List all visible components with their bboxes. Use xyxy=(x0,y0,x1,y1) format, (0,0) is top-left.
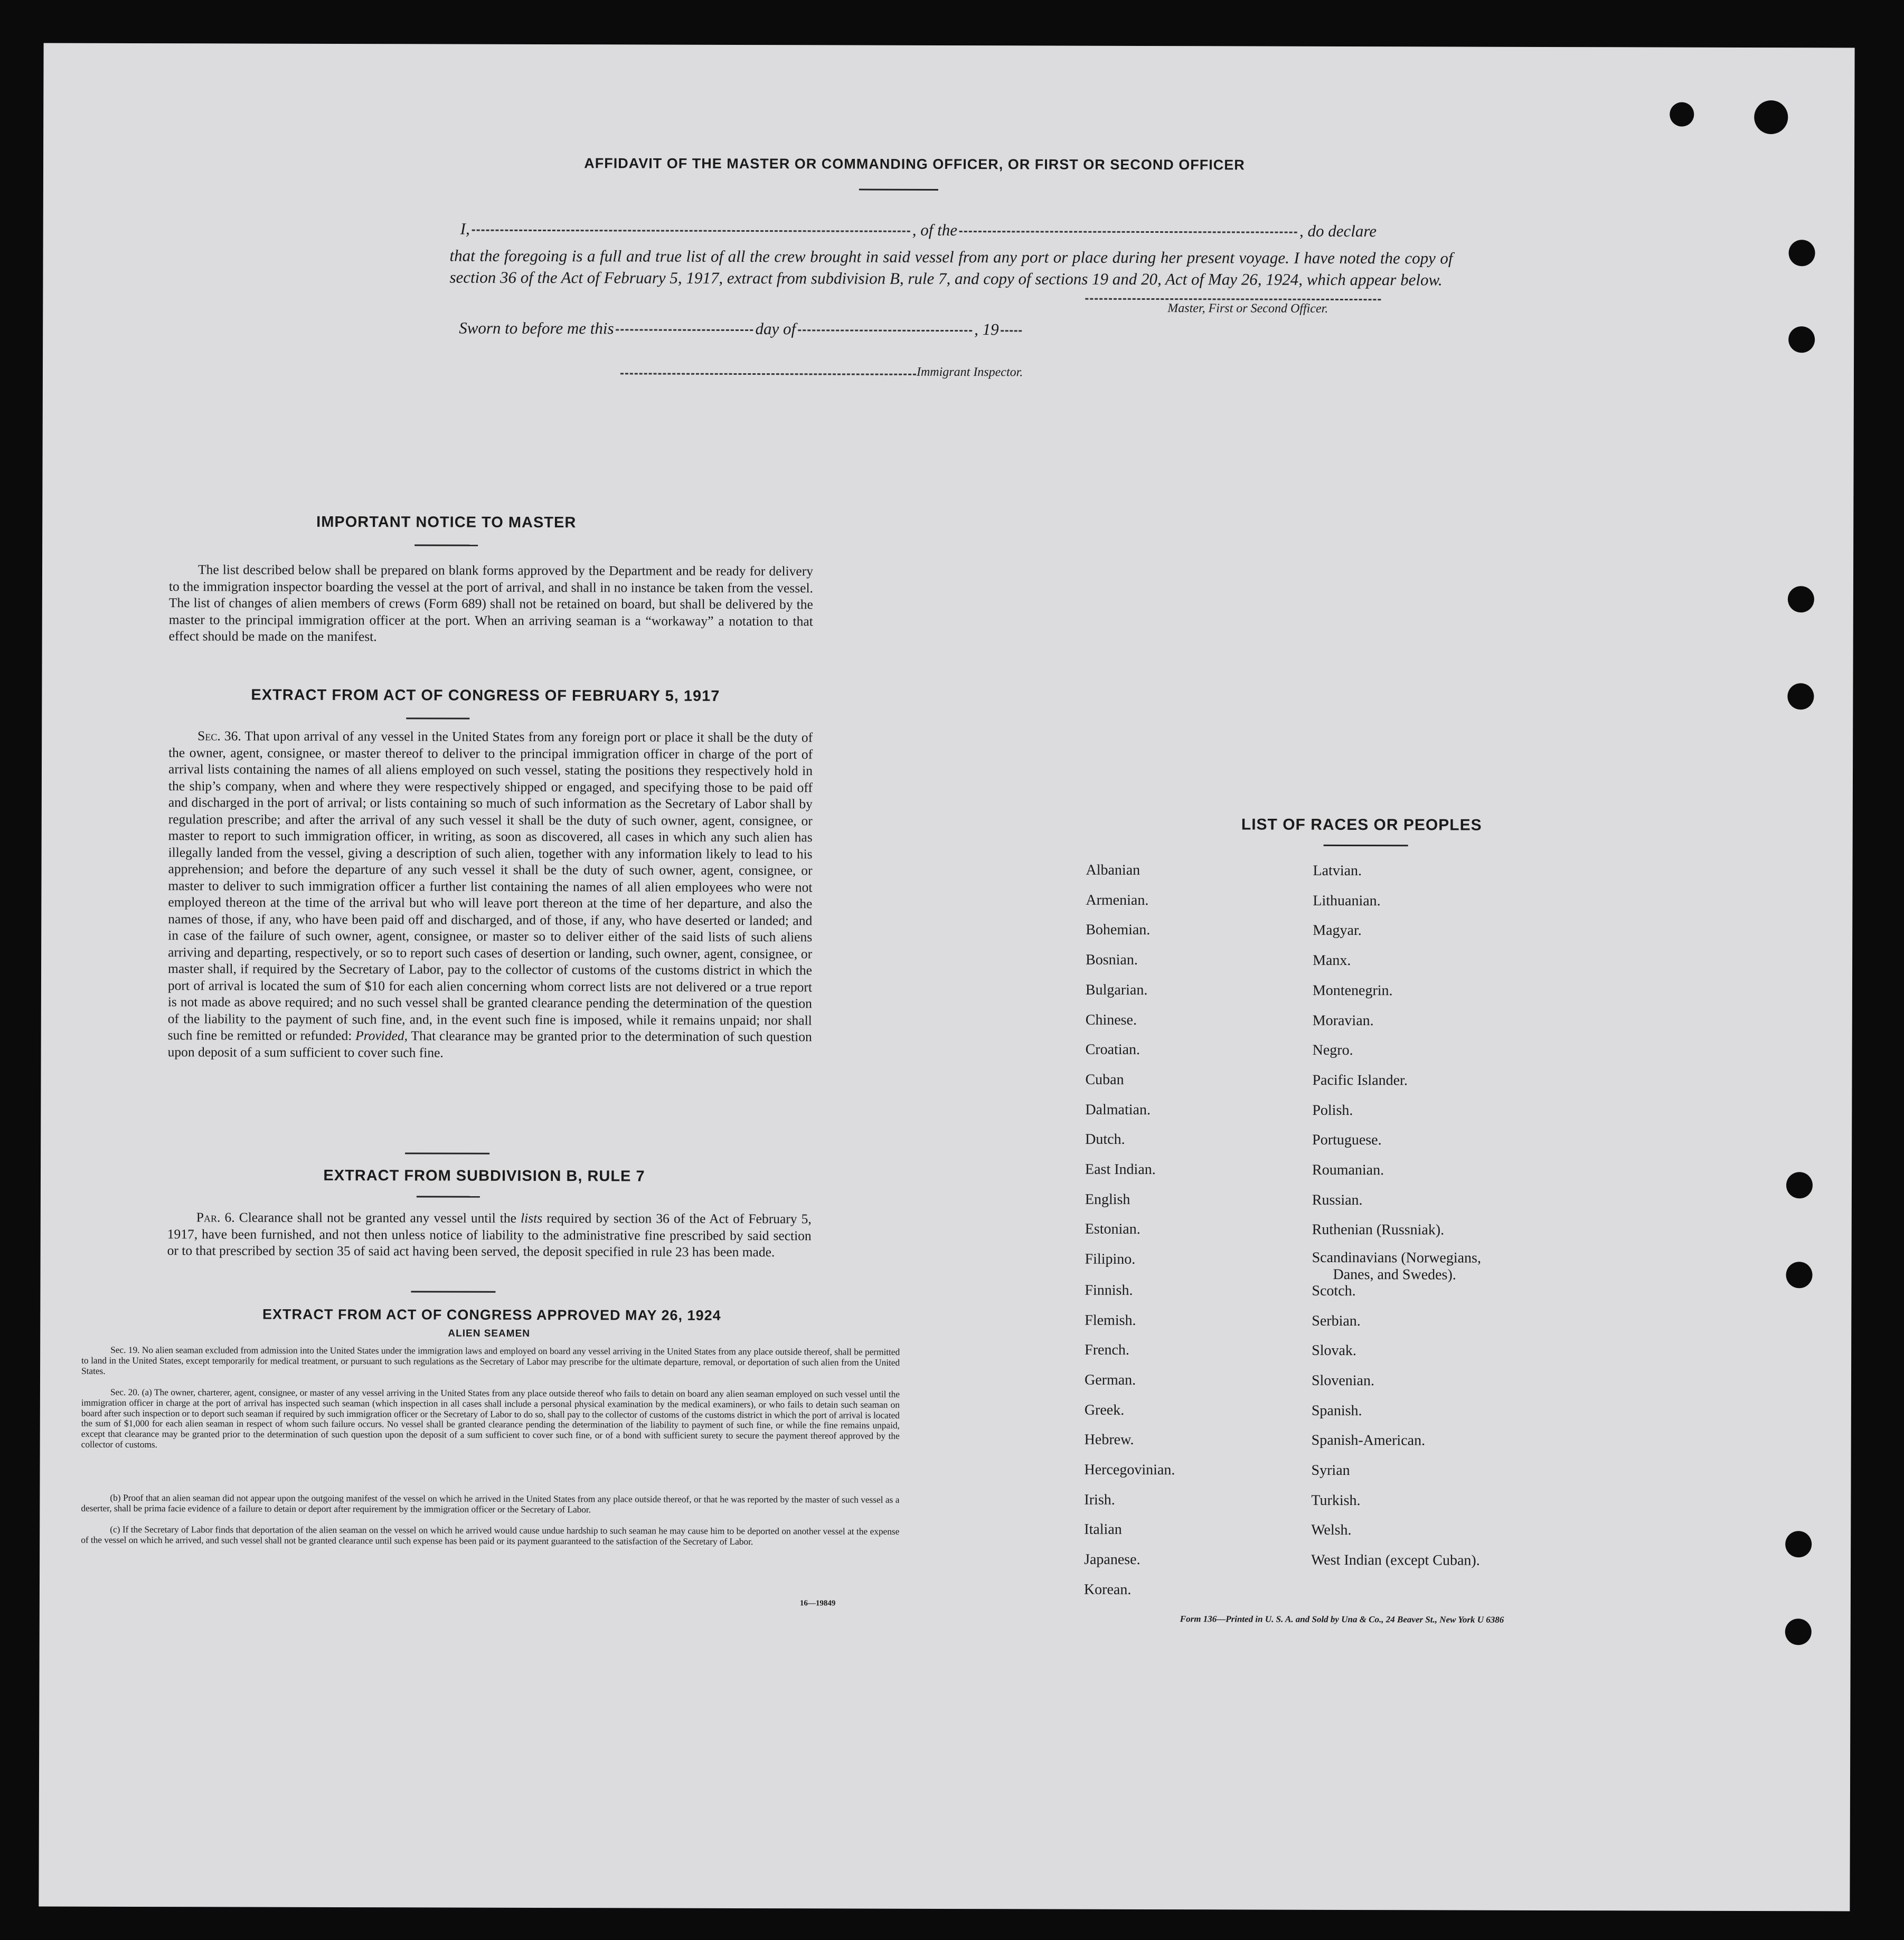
section-divider xyxy=(411,1291,495,1292)
race-item: Magyar. xyxy=(1313,922,1362,939)
lists-word: lists xyxy=(521,1210,543,1226)
punch-hole xyxy=(1670,102,1694,127)
race-item: Latvian. xyxy=(1313,862,1362,879)
rule7-title: EXTRACT FROM SUBDIVISION B, RULE 7 xyxy=(323,1167,645,1185)
sworn-date-blank xyxy=(616,329,753,332)
race-item: Estonian. xyxy=(1085,1221,1140,1238)
par-6-label: Par. 6. xyxy=(196,1209,235,1225)
race-item: Syrian xyxy=(1311,1462,1350,1479)
par-6-text-a: Clearance shall not be granted any vessel until the xyxy=(239,1209,516,1226)
race-item: German. xyxy=(1084,1371,1136,1388)
races-title: LIST OF RACES OR PEOPLES xyxy=(1241,816,1482,834)
race-item: Spanish-American. xyxy=(1311,1432,1426,1449)
punch-hole xyxy=(1786,1262,1812,1288)
race-item: Hebrew. xyxy=(1084,1431,1134,1449)
race-item: Scotch. xyxy=(1312,1282,1356,1299)
race-item: Flemish. xyxy=(1085,1312,1136,1329)
act-1924-title: EXTRACT FROM ACT OF CONGRESS APPROVED MAY 26, 1924 xyxy=(262,1306,721,1323)
inspector-signature-blank xyxy=(620,373,916,375)
vessel-name-blank xyxy=(959,231,1297,233)
sec-20c-text: (c) If the Secretary of Labor finds that deportation of the alien seaman on the vessel on which he arrived would cause undue hardship to such seaman he may cause him to be deported on another vessel at the expense of the vessel on which he arrived, and such vessel shall not be granted clearance until such expense has been paid or its payment guaranteed to the satisfaction of the Secretary of Labor. xyxy=(81,1523,900,1547)
rule7-body xyxy=(167,1209,812,1261)
punch-hole xyxy=(1789,240,1815,266)
race-item: Russian. xyxy=(1312,1191,1363,1208)
title-rule xyxy=(859,189,938,191)
race-item: Pacific Islander. xyxy=(1312,1072,1408,1089)
document-page xyxy=(39,43,1854,1911)
of-the-label: , of the xyxy=(912,220,958,240)
extract-1917-rule xyxy=(406,717,469,719)
sec-36-text: That upon arrival of any vessel in the United States from any foreign port or place it shall be the duty of the owner, agent, consignee, or master thereof to deliver to the principal immigration officer in charge of the port of arrival lists containing the names of all aliens employed on such vessel, stating the positions they respectively hold in the ship’s company, when and where they were respectively shipped or engaged, and specifying those to be paid off and discharged in the port of arrival; or lists containing so much of such information as the Secretary of Labor shall by regulation prescribe; and after the arrival of any such vessel it shall be the duty of such owner, agent, consignee, or master to report to such immigration officer, in writing, as soon as discovered, all cases in which any such alien has illegally landed from the vessel, giving a description of such alien, together with any information likely to lead to his apprehension; and before the departure of any such vessel it shall be the duty of such owner, agent, consignee, or master to deliver to such immigration officer a further list containing the names of all alien employees who were not employed thereon at the time of the arrival but who will leave port thereon at the time of her departure, and also the names of those, if any, who have been paid off and discharged, and of those, if any, who have deserted or landed; and in case of the failure of such owner, agent, consignee, or master so to deliver either of the said lists of such aliens arriving and departing, respectively, or so to report such cases of desertion or landing, such owner, agent, consignee, or master shall, if required by the Secretary of Labor, pay to the collector of customs of the customs district in which the port of arrival is located the sum of $10 for each alien concerning whom correct lists are not delivered or a true report is not made as above required; and no such vessel shall be granted clearance pending the determination of the question of the liability to the payment of such fine, and, in the event such fine is imposed, while it remains unpaid; nor shall such fine be remitted or refunded: xyxy=(167,728,813,1044)
race-item: Irish. xyxy=(1084,1491,1115,1508)
act-1924-subtitle: ALIEN SEAMEN xyxy=(448,1328,531,1339)
punch-hole xyxy=(1787,683,1814,709)
form-footer: Form 136—Printed in U. S. A. and Sold by Una & Co., 24 Beaver St., New York U 6386 xyxy=(1180,1614,1504,1625)
race-item: Polish. xyxy=(1312,1102,1353,1119)
race-item: Slovenian. xyxy=(1311,1372,1375,1389)
race-item: Slovak. xyxy=(1312,1342,1356,1359)
races-left-column xyxy=(44,43,1855,48)
par-6-text-b: required by section 36 of the Act of February 5, 1917, have been furnished, and not then unless notice of liability to the administrative fine prescribed by said section or to that prescribed by section 35 of said act having been served, the deposit specified in rule 23 has been made. xyxy=(167,1210,812,1260)
punch-hole xyxy=(1788,586,1814,612)
race-item: Scandinavians (Norwegians, xyxy=(1312,1249,1482,1266)
affidavit-declaration-line xyxy=(460,220,1377,241)
year-label: , 19 xyxy=(974,320,999,339)
race-item: English xyxy=(1085,1191,1130,1208)
race-item: Filipino. xyxy=(1085,1251,1136,1268)
form-number: 16—19849 xyxy=(799,1599,836,1608)
races-right-column xyxy=(44,43,1855,48)
sec-36-text-end: That clearance may be granted prior to the determination of such question upon deposit of a sum sufficient to cover such fine. xyxy=(167,1028,812,1061)
extract-1917-body xyxy=(168,727,813,1062)
race-item: Bulgarian. xyxy=(1085,981,1148,998)
day-of-label: day of xyxy=(755,319,796,338)
race-item: French. xyxy=(1085,1341,1129,1359)
affidavit-body: that the foregoing is a full and true list of all the crew brought in said vessel from any port or place during her present voyage. I have noted the copy of section 36 of the Act of February 5, 1917, extract from subdivision B, rule 7, and copy of sections 19 and 20, Act of May 26, 1924, which appear below. xyxy=(449,246,1453,289)
race-item: Japanese. xyxy=(1084,1551,1140,1568)
notice-rule xyxy=(414,544,478,546)
sec-36-label: Sec. 36. xyxy=(197,728,241,744)
punch-hole xyxy=(1786,1172,1813,1198)
master-caption: Master, First or Second Officer. xyxy=(1167,301,1328,316)
race-item: Croatian. xyxy=(1085,1041,1140,1058)
declarant-name-blank xyxy=(472,230,910,232)
race-item: Montenegrin. xyxy=(1312,982,1393,999)
race-item: Chinese. xyxy=(1085,1011,1137,1028)
punch-hole xyxy=(1788,326,1815,353)
race-item: Lithuanian. xyxy=(1313,892,1381,909)
race-item: Danes, and Swedes). xyxy=(1333,1266,1456,1283)
extract-1917-title: EXTRACT FROM ACT OF CONGRESS OF FEBRUARY 5, 1917 xyxy=(251,686,720,705)
race-item: Italian xyxy=(1084,1521,1122,1538)
sworn-line xyxy=(459,319,1024,339)
race-item: Albanian xyxy=(1086,862,1140,878)
notice-body: The list described below shall be prepared on blank forms approved by the Department and be ready for delivery to the immigration inspector boarding the vessel at the port of arrival, and shall in no instance be taken from the vessel. The list of changes of alien members of crews (Form 689) shall not be retained on board, but shall be delivered by the master to the principal immigration officer at the port. When an arriving seaman is a “workaway” a notation to that effect should be made on the manifest. xyxy=(168,562,814,645)
affidavit-title: AFFIDAVIT OF THE MASTER OR COMMANDING OFFICER, OR FIRST OR SECOND OFFICER xyxy=(584,155,1245,173)
race-item: Cuban xyxy=(1085,1071,1124,1088)
race-item: Roumanian. xyxy=(1312,1161,1384,1179)
provided-label: Provided, xyxy=(355,1028,408,1044)
race-item: Moravian. xyxy=(1312,1012,1374,1029)
race-item: West Indian (except Cuban). xyxy=(1311,1551,1480,1569)
sec-20a-text: Sec. 20. (a) The owner, charterer, agent, consignee, or master of any vessel arriving in the United States from any place outside thereof who fails to detain on board any alien seaman employed on such vessel until the immigration officer in charge at the port of arrival has inspected such seaman (which inspection in all cases shall include a personal physical examination by the medical examiners), or who fails to detain such seaman on board after such inspection or to deport such seaman if required by such immigration officer or the Secretary of Labor to do so, shall pay to the collector of customs of the customs district in which the port of arrival is located the sum of $1,000 for each alien seaman in respect of whom such failure occurs. No vessel shall be granted clearance pending the determination of the liability to payment of such fine, or while the fine remains unpaid, except that clearance may be granted prior to the determination of such question upon the deposit of a sum sufficient to cover such fine, or of a bond with sufficient surety to secure the payment thereof approved by the collector of customs. xyxy=(81,1386,900,1450)
declarant-prefix: I, xyxy=(460,219,470,238)
inspector-caption: Immigrant Inspector. xyxy=(916,365,1023,380)
sworn-year-blank xyxy=(1001,330,1022,332)
punch-hole xyxy=(1785,1619,1812,1645)
race-item: Manx. xyxy=(1313,952,1351,969)
race-item: Turkish. xyxy=(1311,1492,1361,1509)
race-item: Dutch. xyxy=(1085,1131,1125,1148)
race-item: Dalmatian. xyxy=(1085,1101,1151,1118)
race-item: Hercegovinian. xyxy=(1084,1461,1175,1479)
section-divider xyxy=(405,1152,489,1154)
notice-title: IMPORTANT NOTICE TO MASTER xyxy=(316,513,577,532)
race-item: Ruthenian (Russniak). xyxy=(1312,1222,1445,1238)
rule7-rule xyxy=(417,1196,480,1197)
punch-hole xyxy=(1785,1531,1812,1557)
races-rule xyxy=(1324,845,1408,846)
sec-20b-text: (b) Proof that an alien seaman did not appear upon the outgoing manifest of the vessel on which he arrived in the United States from any place outside thereof, or that he was reported by the master of such vessel as a deserter, shall be prima facie evidence of a failure to detain or deport after requirement by the immigration officer or the Secretary of Labor. xyxy=(81,1492,900,1515)
sworn-month-blank xyxy=(798,330,972,332)
race-item: Greek. xyxy=(1084,1402,1125,1418)
race-item: Finnish. xyxy=(1085,1282,1133,1299)
race-item: Bohemian. xyxy=(1086,922,1151,939)
race-item: East Indian. xyxy=(1085,1161,1156,1178)
race-item: Serbian. xyxy=(1312,1312,1361,1329)
race-item: Korean. xyxy=(1083,1581,1132,1598)
race-item: Negro. xyxy=(1312,1042,1353,1059)
race-item: Portuguese. xyxy=(1312,1132,1382,1149)
declare-label: , do declare xyxy=(1299,221,1377,241)
race-item: Armenian. xyxy=(1086,892,1149,909)
race-item: Spanish. xyxy=(1311,1402,1362,1419)
sworn-prefix: Sworn to before me this xyxy=(459,318,614,338)
punch-hole xyxy=(1754,100,1788,134)
race-item: Bosnian. xyxy=(1086,951,1138,969)
sec-19-text: Sec. 19. No alien seaman excluded from admission into the United States under the immigration laws and employed on board any vessel arriving in the United States from any place outside thereof, shall be permitted to land in the United States, except temporarily for medical treatment, or pursuant to such regulations as the Secretary of Labor may prescribe for the ultimate departure, removal, or deportation of such alien from the United States. xyxy=(81,1344,900,1376)
race-item: Welsh. xyxy=(1311,1522,1352,1539)
master-signature-blank xyxy=(1085,298,1381,300)
